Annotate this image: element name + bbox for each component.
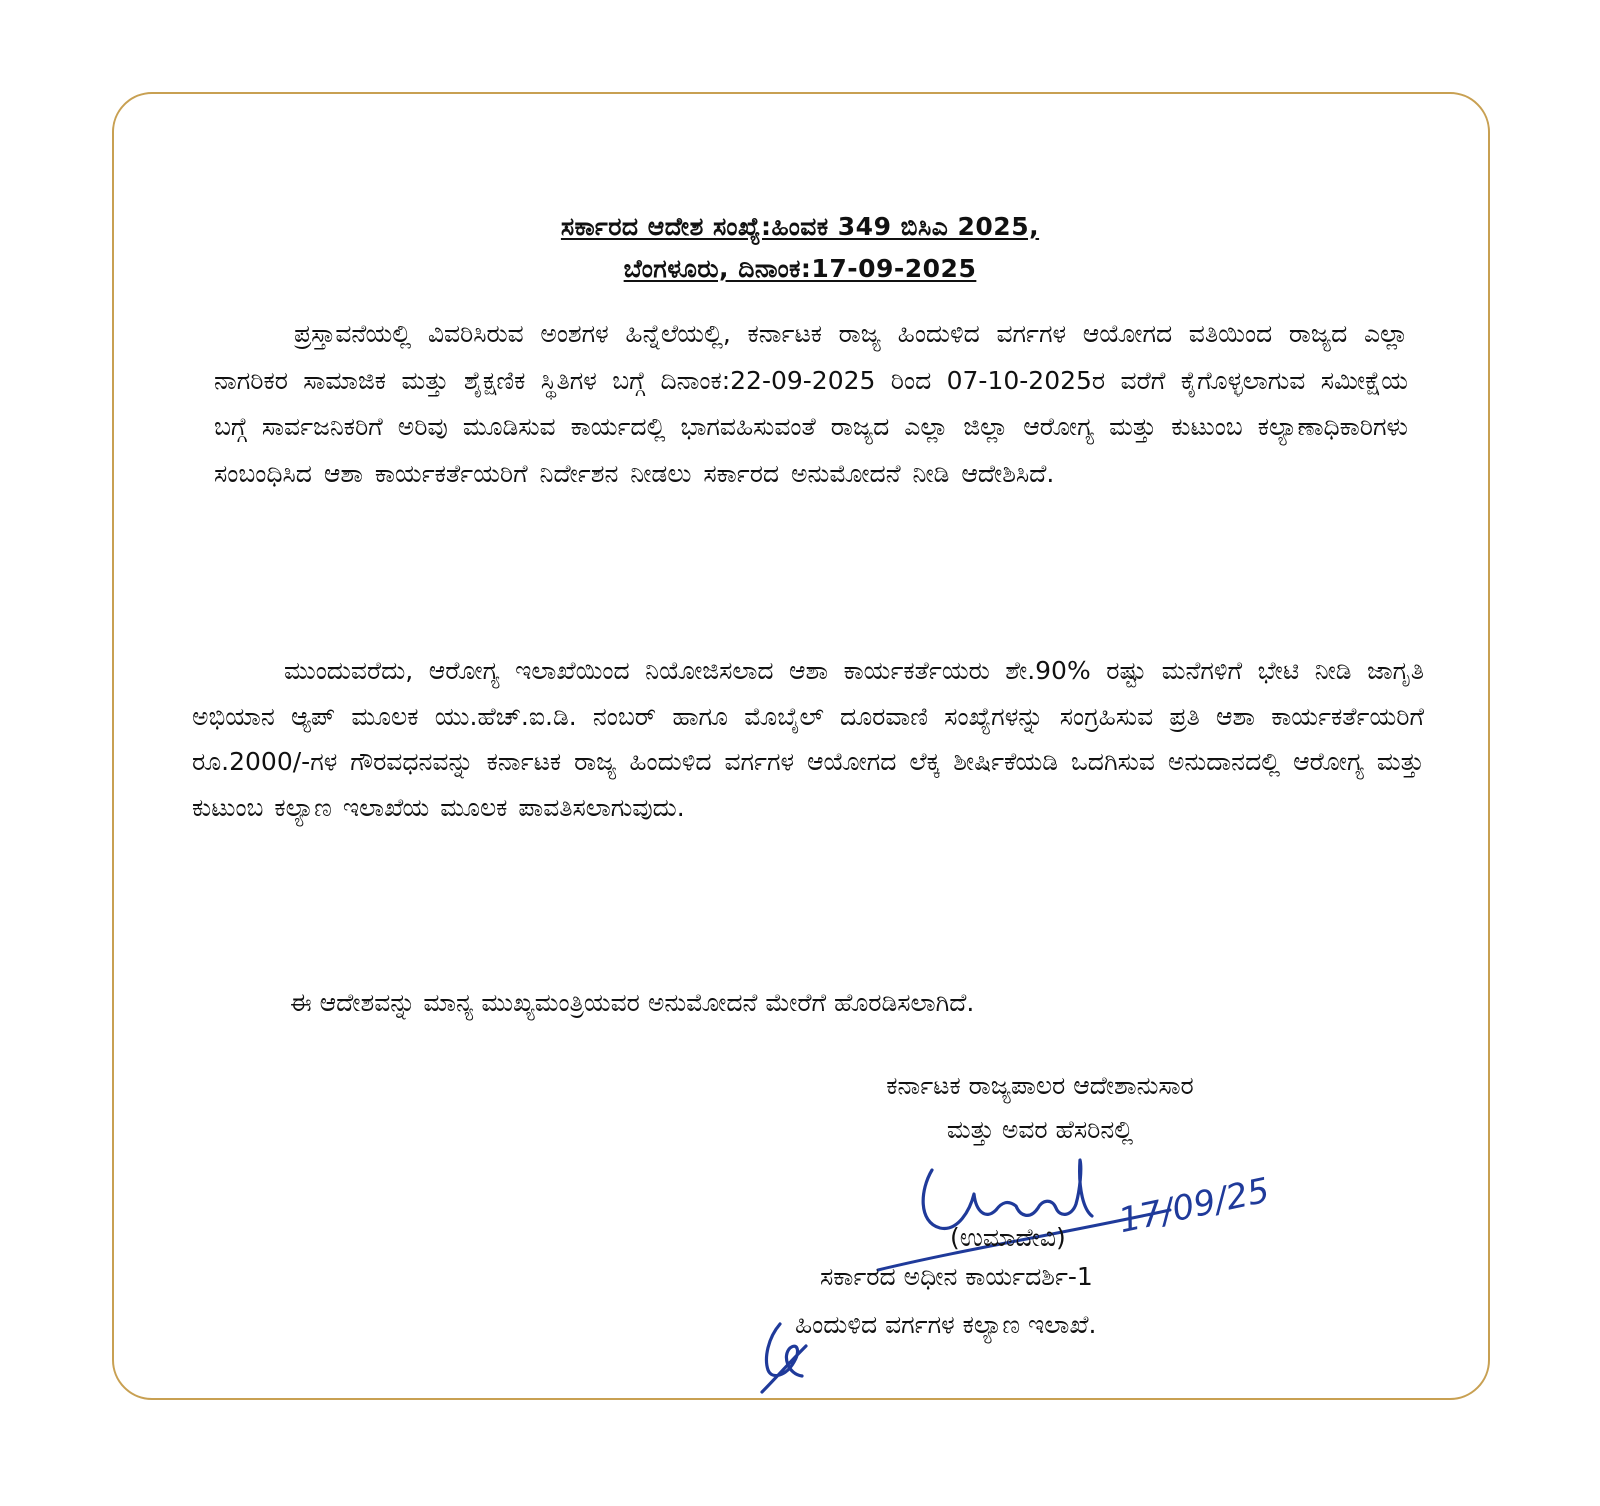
order-number-heading: ಸರ್ಕಾರದ ಆದೇಶ ಸಂಖ್ಯೆ:ಹಿಂವಕ 349 ಬಿಸಿಎ 2025, xyxy=(560,212,1040,241)
order-place-date-heading: ಬೆಂಗಳೂರು, ದಿನಾಂಕ:17-09-2025 xyxy=(623,254,977,283)
signature-date: 17/09/25 xyxy=(1115,1170,1273,1242)
order-paragraph-2: ಮುಂದುವರೆದು, ಆರೋಗ್ಯ ಇಲಾಖೆಯಿಂದ ನಿಯೋಜಿಸಲಾದ ಆಶಾ ಕಾರ್ಯಕರ್ತೆಯರು ಶೇ.90% ರಷ್ಟು ಮನೆಗಳಿಗೆ ಭೇಟಿ ನೀಡಿ ಜಾಗೃತಿ ಅಭಿಯಾನ ಆ್ಯಪ್ ಮೂಲಕ ಯು.ಹೆಚ್.ಐ.ಡಿ. ನಂಬರ್ ಹಾಗೂ ಮೊಬೈಲ್ ದೂರವಾಣಿ ಸಂಖ್ಯೆಗಳನ್ನು ಸಂಗ್ರಹಿಸುವ ಪ್ರತಿ ಆಶಾ ಕಾರ್ಯಕರ್ತೆಯರಿಗೆ ರೂ.2000/-ಗಳ ಗೌರವಧನವನ್ನು ಕರ್ನಾಟಕ ರಾಜ್ಯ ಹಿಂದುಳಿದ ವರ್ಗಗಳ ಆಯೋಗದ ಲೆಕ್ಕ ಶೀರ್ಷಿಕೆಯಡಿ ಒದಗಿಸುವ ಅನುದಾನದಲ್ಲಿ ಆರೋಗ್ಯ ಮತ್ತು ಕುಟುಂಬ ಕಲ್ಯಾಣ ಇಲಾಖೆಯ ಮೂಲಕ ಪಾವತಿಸಲಾಗುವುದು. xyxy=(192,656,1424,822)
signatory-designation: ಸರ್ಕಾರದ ಅಧೀನ ಕಾರ್ಯದರ್ಶಿ-1 xyxy=(820,1262,1093,1291)
authority-line-1: ಕರ್ನಾಟಕ ರಾಜ್ಯಪಾಲರ ಆದೇಶಾನುಸಾರ xyxy=(886,1071,1194,1100)
order-paragraph-1: ಪ್ರಸ್ತಾವನೆಯಲ್ಲಿ ವಿವರಿಸಿರುವ ಅಂಶಗಳ ಹಿನ್ನೆಲೆಯಲ್ಲಿ, ಕರ್ನಾಟಕ ರಾಜ್ಯ ಹಿಂದುಳಿದ ವರ್ಗಗಳ ಆಯೋಗದ ವತಿಯಿಂದ ರಾಜ್ಯದ ಎಲ್ಲಾ ನಾಗರಿಕರ ಸಾಮಾಜಿಕ ಮತ್ತು ಶೈಕ್ಷಣಿಕ ಸ್ಥಿತಿಗಳ ಬಗ್ಗೆ ದಿನಾಂಕ:22-09-2025 ರಿಂದ 07-10-2025ರ ವರೆಗೆ ಕೈಗೊಳ್ಳಲಾಗುವ ಸಮೀಕ್ಷೆಯ ಬಗ್ಗೆ ಸಾರ್ವಜನಿಕರಿಗೆ ಅರಿವು ಮೂಡಿಸುವ ಕಾರ್ಯದಲ್ಲಿ ಭಾಗವಹಿಸುವಂತೆ ರಾಜ್ಯದ ಎಲ್ಲಾ ಜಿಲ್ಲಾ ಆರೋಗ್ಯ ಮತ್ತು ಕುಟುಂಬ ಕಲ್ಯಾಣಾಧಿಕಾರಿಗಳು ಸಂಬಂಧಿಸಿದ ಆಶಾ ಕಾರ್ಯಕರ್ತೆಯರಿಗೆ ನಿರ್ದೇಶನ ನೀಡಲು ಸರ್ಕಾರದ ಅನುಮೋದನೆ ನೀಡಿ ಆದೇಶಿಸಿದೆ. xyxy=(214,319,1408,488)
signatory-department: ಹಿಂದುಳಿದ ವರ್ಗಗಳ ಕಲ್ಯಾಣ ಇಲಾಖೆ. xyxy=(795,1310,1097,1339)
signatory-name: (ಉಮಾದೇವಿ) xyxy=(950,1223,1066,1252)
order-paragraph-3: ಈ ಆದೇಶವನ್ನು ಮಾನ್ಯ ಮುಖ್ಯಮಂತ್ರಿಯವರ ಅನುಮೋದನೆ ಮೇರೆಗೆ ಹೊರಡಿಸಲಾಗಿದೆ. xyxy=(290,988,975,1017)
authority-line-2: ಮತ್ತು ಅವರ ಹೆಸರಿನಲ್ಲಿ xyxy=(946,1115,1134,1144)
